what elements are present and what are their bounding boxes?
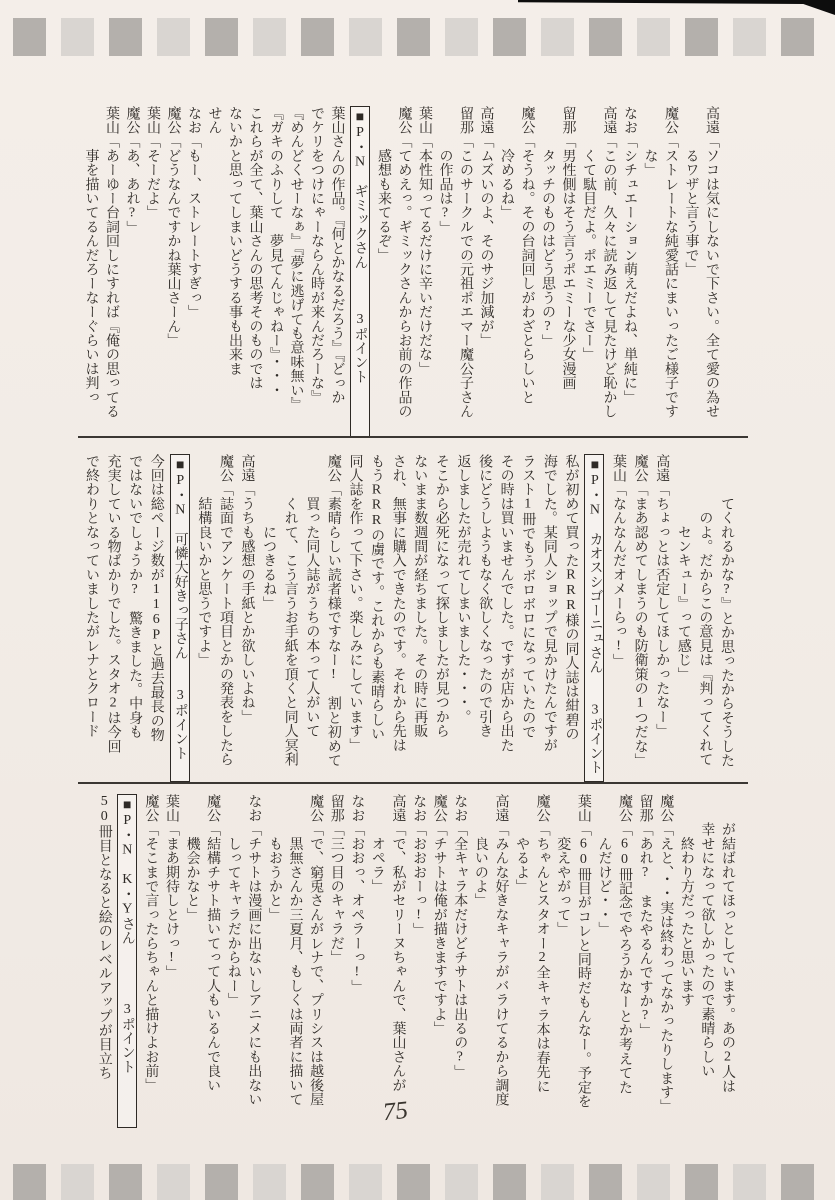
- text-column: もうRRRの虜です。これからも素晴らしい: [369, 454, 385, 741]
- text-column: 高遠「で、私がセリーヌちゃんで、葉山さんが: [390, 794, 406, 1093]
- text-column: その時は買いませんでした。ですが店から出た: [498, 454, 514, 753]
- text-column: のよ。だからこの意見は『判ってくれて: [697, 454, 713, 767]
- text-column: なお「シチュエーション萌えだよね、単純に」: [622, 106, 637, 405]
- section-divider: [78, 782, 748, 784]
- text-column: ラスト1冊でもうボロボロになっていたので: [520, 454, 536, 739]
- text-column: 高遠「みんな好きなキャラがバラけてるから調度: [493, 794, 509, 1107]
- text-column: 私が初めて買ったRRR様の同人誌は紺碧の: [563, 454, 579, 741]
- text-column: 高遠「ちょっとは否定してほしかったなー」: [654, 454, 670, 738]
- checker-square: [13, 1164, 46, 1200]
- checker-square: [301, 18, 334, 56]
- checker-square: [349, 1164, 382, 1200]
- text-column: 高遠「ソコは気にしないで下さい。全て愛の為せ: [704, 106, 719, 419]
- text-column: でケリをつけにゃーならん時が来んだろーな』: [309, 106, 324, 405]
- text-column: 海でした。某同人ショップで見かけたんですが: [541, 454, 557, 753]
- text-column: 事を描いてるんだろーなーぐらいは判っ: [83, 106, 99, 405]
- checker-square: [445, 1164, 478, 1200]
- checker-square: [13, 18, 46, 56]
- text-column: しってキャラだからねー」: [225, 794, 241, 1007]
- text-column: 留那「あれ? またやるんですか?」: [637, 794, 653, 1038]
- text-column: ではないでしょうか? 驚きました。中身も: [127, 454, 143, 739]
- fan-letter-header: ■P・N K・Yさん 3ポイント: [117, 794, 137, 1128]
- text-column: 魔公「えと、・・実は終わってなかったりします」: [658, 794, 674, 1114]
- text-column: 魔公「結構チサト描いてって人もいるんで良い: [205, 794, 221, 1093]
- text-column: せん: [206, 106, 222, 135]
- checker-square: [589, 18, 622, 56]
- checker-square: [637, 18, 670, 56]
- checker-square: [109, 18, 142, 56]
- text-column: 魔公「ストレートな純愛話にまいったご様子です: [663, 106, 678, 419]
- text-column: 留那「男性側はそう言うポエミーな少女漫画: [560, 106, 576, 390]
- text-column: 魔公「ちゃんとスタオー2全キャラ本は春先に: [534, 794, 550, 1094]
- text-column: 葉山さんの作品。『何とかなるだろう』『どっか: [329, 106, 345, 405]
- text-column: やるよ」: [514, 794, 530, 894]
- text-column: な」: [642, 106, 658, 177]
- text-column: 高遠「ムズいのよ、そのサジ加減が」: [478, 106, 494, 348]
- text-column: 今回は総ページ数が116Pと過去最長の物: [148, 454, 164, 742]
- checker-square: [733, 18, 766, 56]
- checker-square: [157, 1164, 190, 1200]
- text-column: くて駄目だよ。ポエミーでさー」: [581, 106, 596, 362]
- text-column: 冷めるね」: [499, 106, 514, 220]
- text-column: てくれるかな?』とか思ったからそうした: [719, 454, 734, 768]
- checker-square: [205, 1164, 238, 1200]
- text-column: が結ばれてほっとしています。あの2人は: [720, 794, 735, 1094]
- checker-square: [685, 18, 718, 56]
- scan-artifact: [518, 0, 835, 15]
- text-column: 魔公「まあ認めてしまうのも防衛策の1つだな」: [632, 454, 648, 768]
- text-column: なお「全キャラ本だけどチサトは出るの?」: [452, 794, 468, 1079]
- text-column: なお「おおっ、オペラーっ!」: [349, 794, 365, 994]
- text-column: 魔公「60冊記念でやろうかなーとか考えてた: [617, 794, 633, 1095]
- text-column: タッチのものはどう思うの?」: [540, 106, 555, 349]
- text-column: るワザと言う事で」: [683, 106, 699, 277]
- text-column: 『ガキのふりして 夢見てんじゃねー』・・・: [268, 106, 283, 398]
- text-column: ないかと思ってしまいどうする事も出来ま: [227, 106, 242, 376]
- checker-square: [589, 1164, 622, 1200]
- fan-letter-header: ■P・N カオスシゴーニュさん 3ポイント: [584, 454, 604, 782]
- text-column: なお「おおおーっ!」: [411, 794, 427, 937]
- text-section-top: [80, 106, 721, 438]
- text-column: 葉山「あーゆー台詞回しにすれば『俺の思ってる: [104, 106, 119, 419]
- text-column: なお「チサトは漫画に出ないしアニメにも出ない: [246, 794, 262, 1107]
- text-column: 葉山「そーだよ」: [145, 106, 160, 220]
- checker-square: [493, 18, 526, 56]
- text-column: なお「もー、ストレートすぎっ」: [186, 106, 201, 319]
- checker-border-top: [13, 18, 814, 56]
- text-column: 魔公「素晴らしい読者様ですなー! 割と初めて: [325, 454, 341, 768]
- text-column: これらが全て、葉山さんの思考そのものでは: [247, 106, 263, 390]
- text-column: 魔公「どうなんですかね葉山さーん」: [165, 106, 181, 348]
- text-column: 黒無さんか三夏月、もしくは両者に描いて: [287, 794, 303, 1107]
- checker-square: [253, 18, 286, 56]
- checker-square: [61, 1164, 94, 1200]
- text-column: もおうかと」: [266, 794, 282, 922]
- text-column: 返しましたが売れてしまいました・・・。: [455, 454, 471, 724]
- text-column: 同人誌を作って下さい。楽しみにしています」: [347, 454, 363, 753]
- text-column: 留那「このサークルでの元祖ポエマー魔公子さん: [458, 106, 473, 419]
- text-column: 結構良いかと思うですよ」: [196, 454, 212, 667]
- text-column: 50冊目となると絵のレベルアップが目立ち: [96, 794, 112, 1080]
- text-column: センキュー』って感じ」: [675, 454, 691, 682]
- checker-square: [61, 18, 94, 56]
- checker-square: [349, 18, 382, 56]
- text-column: 魔公「あ、あれ?」: [124, 106, 140, 235]
- text-column: 魔公「チサトは俺が描きますですよ」: [431, 794, 447, 1036]
- checker-border-bottom: [13, 1164, 814, 1200]
- checker-square: [109, 1164, 142, 1200]
- checker-square: [781, 1164, 814, 1200]
- text-column: 魔公「そうね。その台詞回しがわざとらしいと: [519, 106, 535, 405]
- text-column: 幸せになって欲しかったので素晴らしい: [699, 794, 715, 1078]
- text-column: 留那「三つ目のキャラだ」: [328, 794, 344, 965]
- section-divider: [78, 436, 748, 438]
- text-column: 変えやがって」: [555, 794, 571, 936]
- text-column: そこから必死になって探しましたが見つから: [433, 454, 449, 738]
- text-column: され、無事に購入できたのです。それから先は: [390, 454, 406, 753]
- page-number: 75: [381, 1096, 410, 1127]
- checker-square: [397, 18, 430, 56]
- checker-square: [685, 1164, 718, 1200]
- text-column: 高遠「うちも感想の手紙とか欲しいよね」: [239, 454, 255, 724]
- text-column: 葉山「60冊目がコレと同時だもんなー。予定を: [575, 794, 591, 1109]
- text-column: 魔公「てめえっ。ギミックさんからお前の作品の: [396, 106, 412, 419]
- text-column: 終わり方だったと思います: [678, 794, 694, 1007]
- text-column: 良いのよ」: [472, 794, 488, 908]
- checker-square: [541, 18, 574, 56]
- checker-square: [493, 1164, 526, 1200]
- text-column: の作品は?」: [437, 106, 453, 235]
- text-column: くれて、こう言うお手紙を頂くと同人冥利: [282, 454, 298, 767]
- checker-square: [733, 1164, 766, 1200]
- checker-square: [541, 1164, 574, 1200]
- text-column: 感想も来てるぞ」: [376, 106, 391, 263]
- text-section-middle: [80, 454, 737, 782]
- checker-square: [157, 18, 190, 56]
- checker-square: [397, 1164, 430, 1200]
- checker-square: [301, 1164, 334, 1200]
- text-column: 後にどうしようもなく欲しくなったので引き: [477, 454, 493, 738]
- text-section-bottom: [93, 794, 737, 1128]
- checker-square: [445, 18, 478, 56]
- text-column: 葉山「本性知ってるだけに辛いだけだな」: [417, 106, 432, 376]
- text-column: んだけど・・」: [596, 794, 612, 936]
- text-column: で終わりとなっていましたがレナとクロード: [83, 454, 99, 738]
- text-column: 買った同人誌がうちの本って人がいて: [304, 454, 320, 738]
- text-column: につきるね」: [261, 454, 277, 611]
- text-column: 『めんどくせーなぁ』『夢に逃げても意味無い』: [288, 106, 304, 412]
- checker-square: [205, 18, 238, 56]
- text-column: 機会かなと」: [184, 794, 200, 922]
- text-column: 魔公「誌面でアンケート項目とかの発表をしたら: [217, 454, 233, 767]
- fan-letter-header: ■P・N ギミックさん 3ポイント: [350, 106, 370, 438]
- fan-letter-header: ■P・N 可憐大好きっ子さん 3ポイント: [170, 454, 190, 782]
- text-column: 葉山「なんなんだオメーらっ!」: [611, 454, 627, 668]
- checker-square: [781, 18, 814, 56]
- text-column: ないまま数週間が経ちました。その時に再販: [412, 454, 428, 738]
- text-column: 葉山「まあ期待しとけっ!」: [163, 794, 179, 980]
- checker-square: [637, 1164, 670, 1200]
- text-column: 高遠「この前、久々に読み返して見たけど恥かし: [601, 106, 617, 419]
- text-column: 魔公「そこまで言ったらちゃんと描けよお前」: [143, 794, 159, 1093]
- text-column: 魔公「で、窮兎さんがレナで、プリシスは越後屋: [308, 794, 324, 1107]
- checker-square: [253, 1164, 286, 1200]
- text-column: オペラ」: [369, 794, 385, 894]
- text-column: 充実している物ばかりでした。スタオ2は今回: [105, 454, 121, 754]
